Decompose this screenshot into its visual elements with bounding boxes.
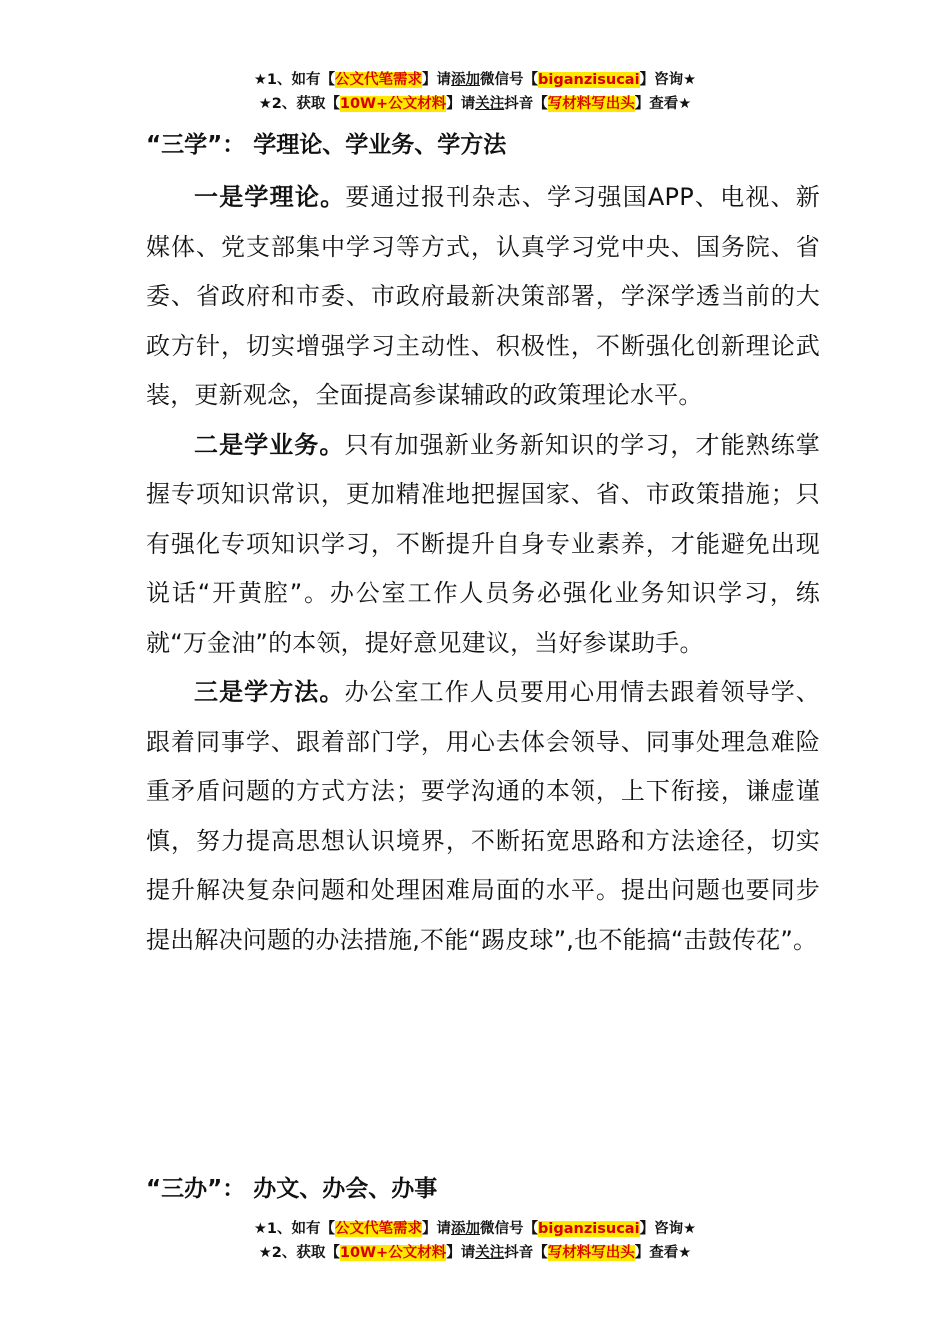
promo-banner-bottom <box>0 1217 950 1265</box>
promo-line-2: ★2、获取【10W+公文材料】请关注抖音【写材料写出头】查看★ <box>258 1245 692 1261</box>
highlight-materials: 10W+公文材料 <box>339 96 447 112</box>
promo-line-1: ★1、如有【公文代笔需求】请添加微信号【biganzisucai】咨询★ <box>253 1221 697 1237</box>
paragraph-theory <box>146 173 820 421</box>
paragraph-text: 要通过报刊杂志、学习强国APP、电视、新媒体、党支部集中学习等方式，认真学习党中央、国务院、省委、省政府和市委、市政府最新决策部署，学深学透当前的大政方针，切实增强学习主动性、积极性，不断强化创新理论武装，更新观念，全面提高参谋辅政的政策理论水平。 <box>146 183 820 409</box>
underline-follow: 关注 <box>475 96 505 112</box>
section-heading-sanxue: “三学”： 学理论、学业务、学方法 <box>146 132 507 158</box>
promo-banner-top <box>0 68 950 116</box>
paragraph-method <box>146 668 820 965</box>
highlight-materials: 10W+公文材料 <box>339 1245 447 1261</box>
section-heading-sanban: “三办”： 办文、办会、办事 <box>146 1176 438 1202</box>
underline-add: 添加 <box>451 72 481 88</box>
section-body-sanxue <box>146 173 820 965</box>
highlight-douyin: 写材料写出头 <box>547 1245 635 1261</box>
paragraph-text: 只有加强新业务新知识的学习，才能熟练掌握专项知识常识，更加精准地把握国家、省、市政策措施；只有强化专项知识学习，不断提升自身专业素养，才能避免出现说话“开黄腔”。办公室工作人员务必强化业务知识学习，练就“万金油”的本领，提好意见建议，当好参谋助手。 <box>146 430 820 657</box>
paragraph-business <box>146 421 820 669</box>
paragraph-text: 办公室工作人员要用心用情去跟着领导学、跟着同事学、跟着部门学，用心去体会领导、同事处理急难险重矛盾问题的方式方法；要学沟通的本领，上下衔接，谦虚谨慎，努力提高思想认识境界，不断拓宽思路和方法途径，切实提升解决复杂问题和处理困难局面的水平。提出问题也要同步提出解决问题的办法措施,不能“踢皮球”,也不能搞“击鼓传花”。 <box>146 678 820 954</box>
paragraph-lead: 二是学业务。 <box>194 430 345 459</box>
highlight-wechat-id: biganzisucai <box>538 72 640 88</box>
paragraph-lead: 三是学方法。 <box>194 678 345 706</box>
underline-add: 添加 <box>451 1221 481 1237</box>
highlight-service: 公文代笔需求 <box>335 72 423 88</box>
promo-line-1: ★1、如有【公文代笔需求】请添加微信号【biganzisucai】咨询★ <box>253 72 697 88</box>
promo-line-2: ★2、获取【10W+公文材料】请关注抖音【写材料写出头】查看★ <box>258 96 692 112</box>
highlight-douyin: 写材料写出头 <box>547 96 635 112</box>
highlight-service: 公文代笔需求 <box>335 1221 423 1237</box>
underline-follow: 关注 <box>475 1245 505 1261</box>
paragraph-lead: 一是学理论。 <box>194 183 346 211</box>
highlight-wechat-id: biganzisucai <box>538 1221 640 1237</box>
